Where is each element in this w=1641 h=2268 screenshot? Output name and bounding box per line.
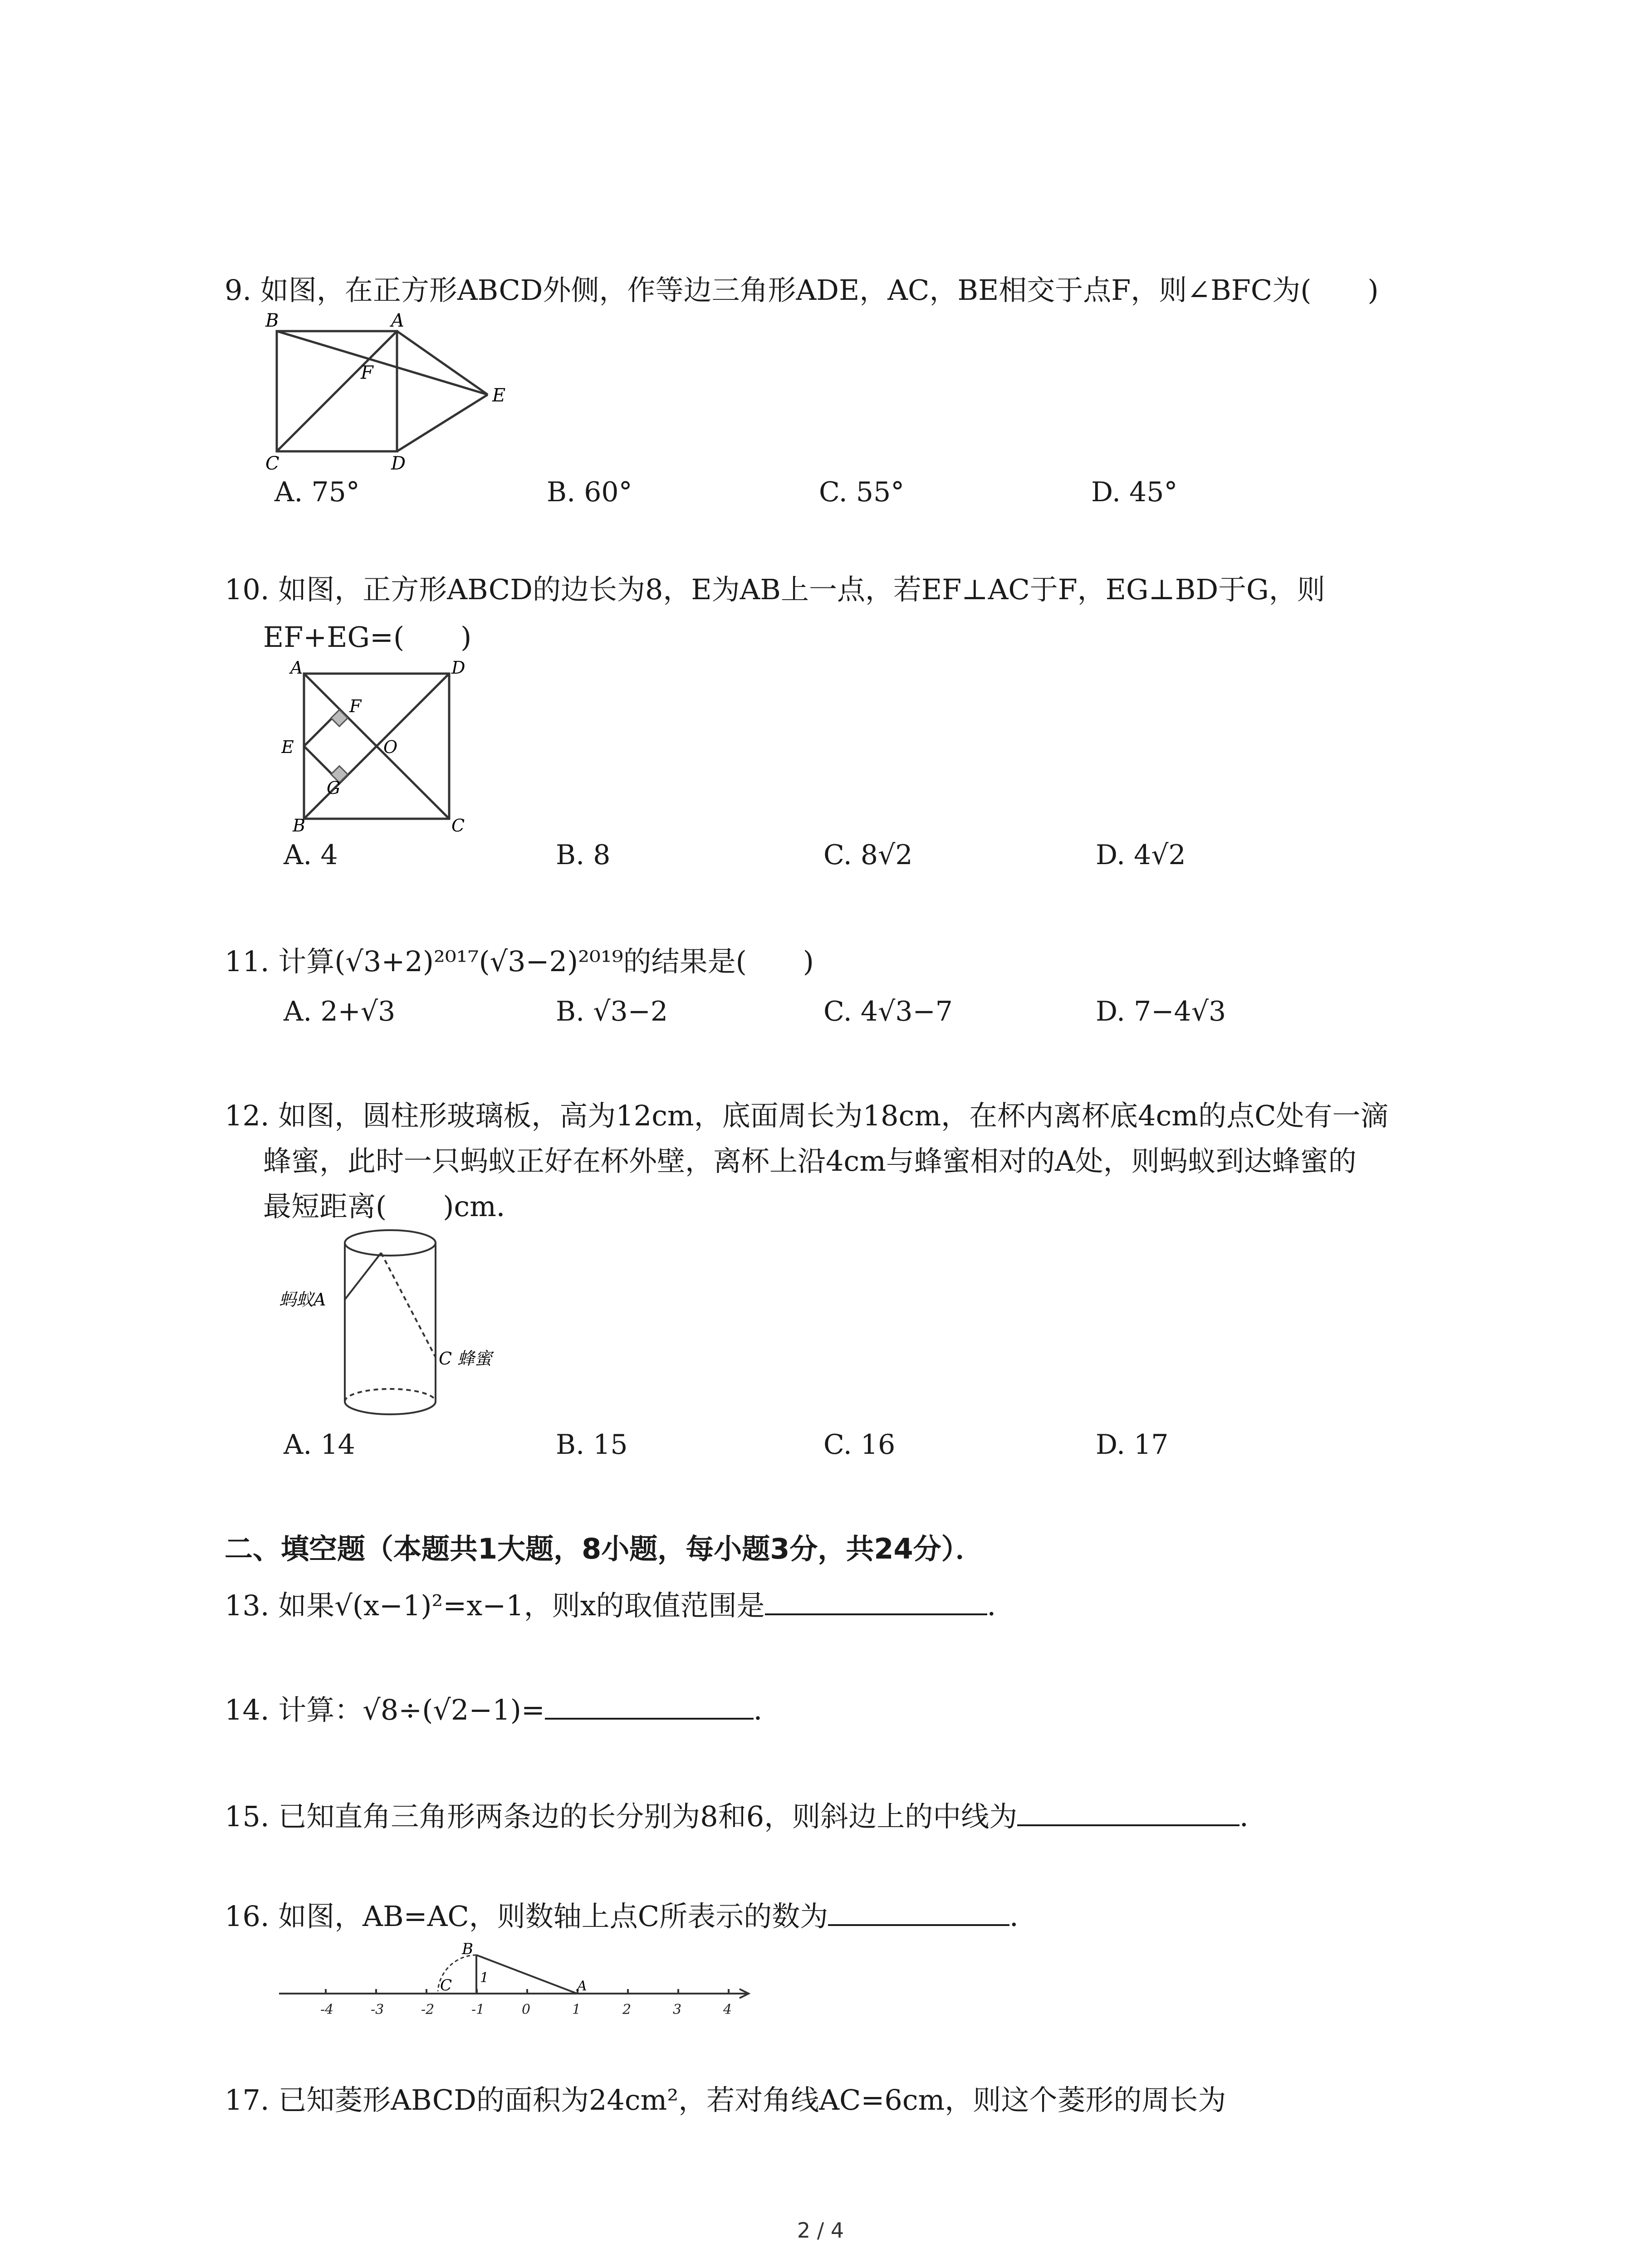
q10-option-d: D. 4√2: [1096, 839, 1186, 871]
q12-option-b: B. 15: [556, 1429, 628, 1461]
q10-option-c: C. 8√2: [823, 839, 913, 871]
q10-option-b: B. 8: [556, 839, 611, 871]
q9-option-d: D. 45°: [1091, 476, 1178, 508]
label-B: B: [265, 313, 279, 331]
q10-option-a: A. 4: [284, 839, 338, 871]
label-E: E: [281, 737, 294, 757]
axis-tick-label: -3: [371, 2002, 384, 2018]
q14-suffix: ．: [753, 1693, 782, 1726]
figure-q10-square-diagonals: [281, 660, 472, 832]
q11-option-c: C. 4√3−7: [823, 996, 953, 1027]
q11-option-a: A. 2+√3: [284, 996, 396, 1027]
q12-option-d: D. 17: [1096, 1429, 1169, 1461]
question-13: [225, 1583, 1015, 1628]
q14-answer-blank[interactable]: [545, 1691, 754, 1720]
label-F: F: [361, 362, 373, 383]
q16-suffix: ．: [1009, 1900, 1038, 1933]
q16-answer-blank[interactable]: [828, 1897, 1009, 1926]
q11-option-b: B. √3−2: [556, 996, 668, 1027]
label-C: C: [451, 816, 465, 832]
label-B: B: [293, 816, 305, 832]
axis-tick-label: 2: [622, 2002, 632, 2018]
label-ant-A: 蚂蚁A: [279, 1290, 326, 1310]
label-G: G: [327, 778, 341, 798]
question-9-text: 9. 如图，在正方形ABCD外侧，作等边三角形ADE，AC，BE相交于点F，则∠BFC为( ): [225, 274, 1379, 307]
label-A: A: [577, 1978, 587, 1994]
q13-answer-blank[interactable]: [765, 1586, 987, 1615]
axis-tick-label: 3: [673, 2002, 682, 2018]
question-10-line2: EF+EG=( ): [263, 621, 472, 654]
question-17-text: 17. 已知菱形ABCD的面积为24cm²，若对角线AC=6cm，则这个菱形的周长为: [225, 2083, 1226, 2116]
label-1: 1: [480, 1970, 489, 1986]
label-F: F: [349, 696, 362, 716]
figure-q9-square-triangle: [263, 313, 517, 472]
label-B: B: [462, 1940, 473, 1958]
page-number: 2 / 4: [797, 2218, 844, 2243]
question-16: [225, 1894, 1038, 1939]
section-2-heading: 二、填空题（本题共1大题，8小题，每小题3分，共24分）．: [225, 1532, 984, 1565]
question-10-line1: 10. 如图，正方形ABCD的边长为8，E为AB上一点，若EF⊥AC于F，EG⊥BD于G，则: [225, 573, 1325, 606]
axis-tick-label: 0: [522, 2002, 531, 2018]
q9-option-c: C. 55°: [819, 476, 905, 508]
q9-option-a: A. 75°: [274, 476, 360, 508]
q14-prefix: 14. 计算：√8÷(√2−1)=: [225, 1693, 545, 1726]
q13-prefix: 13. 如果√(x−1)²=x−1，则x的取值范围是: [225, 1589, 765, 1622]
label-honey-C: C 蜂蜜: [439, 1349, 492, 1369]
label-O: O: [383, 737, 398, 757]
q9-option-b: B. 60°: [547, 476, 632, 508]
axis-tick-label: -2: [421, 2002, 435, 2018]
axis-tick-label: 1: [572, 2002, 581, 2018]
question-12-line3: 最短距离( )cm．: [263, 1190, 524, 1223]
question-14: [225, 1687, 782, 1733]
label-E: E: [492, 385, 506, 406]
axis-tick-label: -1: [471, 2002, 485, 2018]
q15-answer-blank[interactable]: [1017, 1797, 1239, 1826]
axis-tick-label: 4: [723, 2002, 732, 2018]
question-15: [225, 1794, 1268, 1839]
label-A: A: [290, 660, 303, 678]
label-C: C: [265, 453, 279, 472]
question-12-line1: 12. 如图，圆柱形玻璃板，高为12cm，底面周长为18cm，在杯内离杯底4cm的点C处有一滴: [225, 1099, 1389, 1132]
q13-suffix: ．: [987, 1589, 1015, 1622]
axis-tick-label: -4: [320, 2002, 334, 2018]
q16-prefix: 16. 如图，AB=AC，则数轴上点C所表示的数为: [225, 1900, 828, 1933]
figure-q12-cylinder: [274, 1225, 529, 1420]
label-A: A: [391, 313, 404, 331]
question-11-text: 11. 计算(√3+2)²⁰¹⁷(√3−2)²⁰¹⁹的结果是( ): [225, 945, 814, 978]
q12-option-c: C. 16: [823, 1429, 896, 1461]
q11-option-d: D. 7−4√3: [1096, 996, 1226, 1027]
q15-prefix: 15. 已知直角三角形两条边的长分别为8和6，则斜边上的中线为: [225, 1800, 1018, 1833]
figure-q16-number-line: [272, 1937, 762, 2028]
q12-option-a: A. 14: [284, 1429, 355, 1461]
question-12-line2: 蜂蜜，此时一只蚂蚁正好在杯外壁，离杯上沿4cm与蜂蜜相对的A处，则蚂蚁到达蜂蜜的: [263, 1144, 1357, 1178]
q15-suffix: ．: [1239, 1800, 1268, 1833]
label-C: C: [440, 1976, 452, 1994]
label-D: D: [391, 453, 406, 472]
label-D: D: [451, 660, 465, 678]
